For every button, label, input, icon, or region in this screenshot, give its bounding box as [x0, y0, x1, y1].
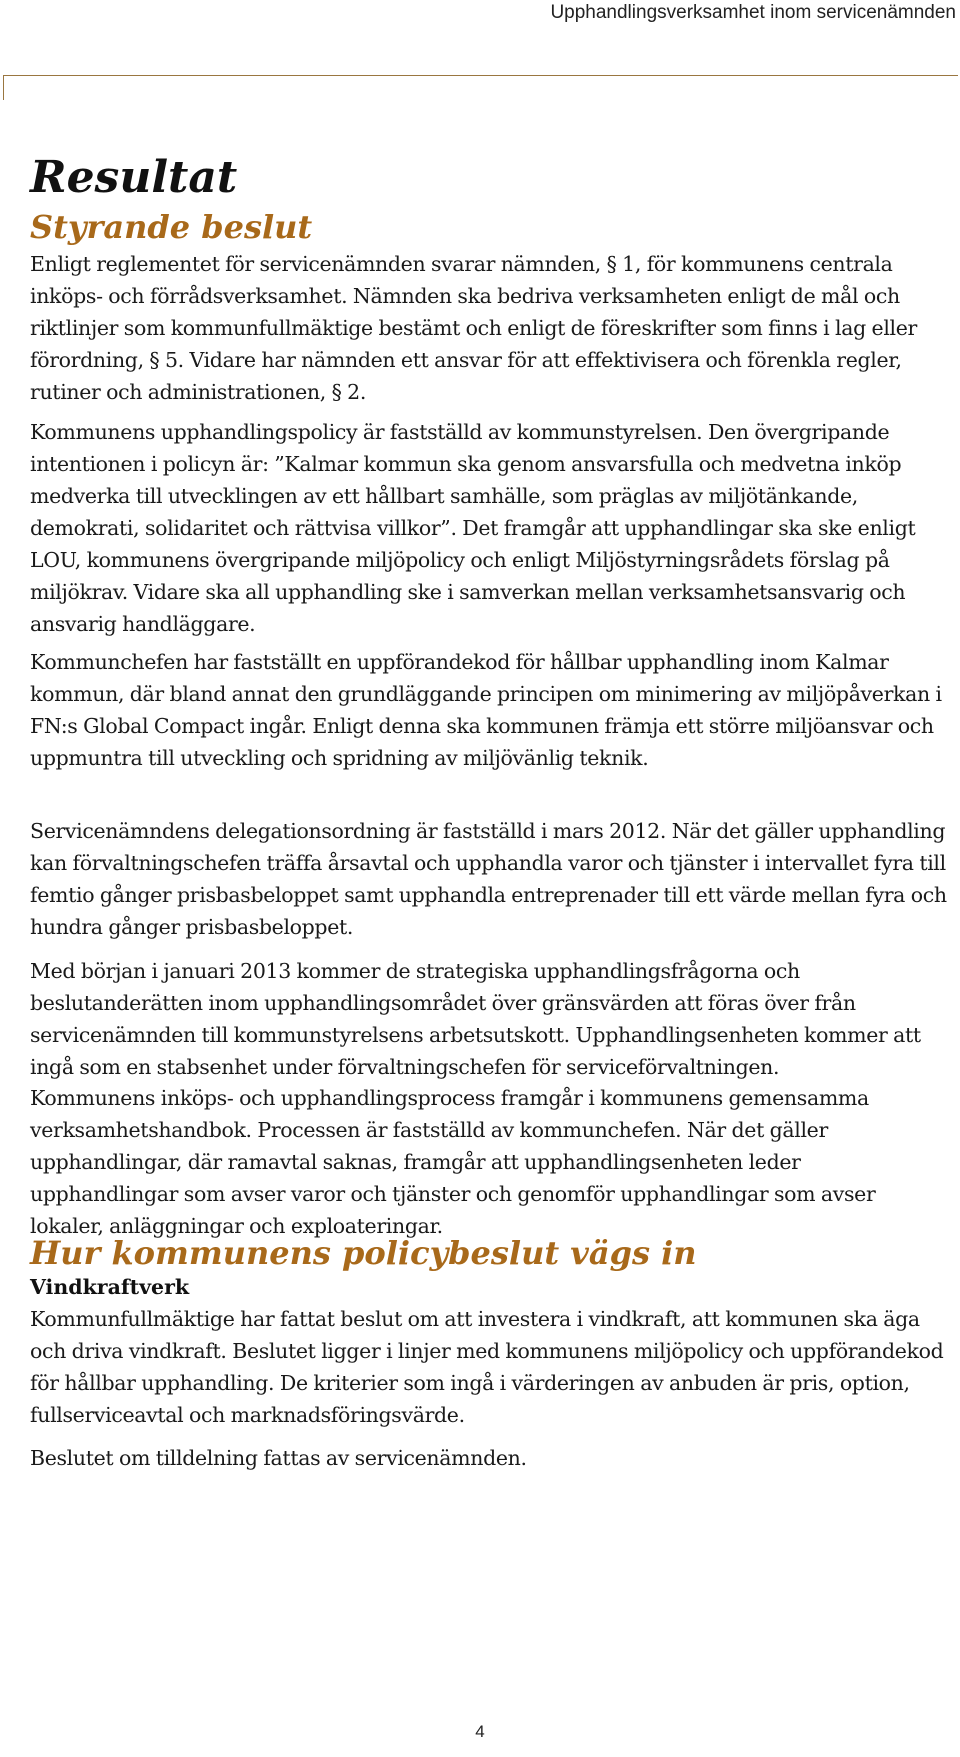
paragraph-januari-2013: Med början i januari 2013 kommer de strategiska upphandlingsfrågorna och beslutanderätten inom upphandlingsområdet över gränsvärden att föras över från servicenämnden till kommunstyrelsens arbetsutskott. Upphandlingsenheten kommer att ingå som en stabsenhet under förvaltningschefen för serviceförvaltningen.	[30, 959, 921, 1079]
paragraph-tilldelning: Beslutet om tilldelning fattas av servicenämnden.	[30, 1446, 527, 1470]
section-heading-styrande-beslut: Styrande beslut	[30, 208, 313, 246]
paragraph-reglemente: Enligt reglementet för servicenämnden svarar nämnden, § 1, för kommunens centrala inköps- och förrådsverksamhet. Nämnden ska bedriva verksamheten enligt de mål och riktlinjer som kommunfullmäktige bestämt och enligt de föreskrifter som finns i lag eller förordning, § 5. Vidare har nämnden ett ansvar för att effektivisera och förenkla regler, rutiner och administrationen, § 2.	[30, 252, 917, 404]
paragraph-upphandlingspolicy: Kommunens upphandlingspolicy är fastställd av kommunstyrelsen. Den övergripande intentionen i policyn är: ”Kalmar kommun ska genom ansvarsfulla och medvetna inköp medverka till utvecklingen av ett hållbart samhälle, som präglas av miljötänkande, demokrati, solidaritet och rättvisa villkor”. Det framgår att upphandlingar ska ske enligt LOU, kommunens övergripande miljöpolicy och enligt Miljöstyrningsrådets förslag på miljökrav. Vidare ska all upphandling ske i samverkan mellan verksamhetsansvarig och ansvarig handläggare.	[30, 420, 916, 636]
header-rule-tick	[3, 75, 4, 100]
header-rule	[3, 75, 958, 76]
running-header: Upphandlingsverksamhet inom servicenämnden	[550, 2, 956, 23]
paragraph-upphandlingsprocess: Kommunens inköps- och upphandlingsprocess framgår i kommunens gemensamma verksamhetshandbok. Processen är fastställd av kommunchefen. När det gäller upphandlingar, där ramavtal saknas, framgår att upphandlingsenheten leder upphandlingar som avser varor och tjänster och genomför upphandlingar som avser lokaler, anläggningar och exploateringar.	[30, 1086, 876, 1238]
subheading-vindkraftverk: Vindkraftverk	[30, 1275, 190, 1299]
page-title: Resultat	[30, 152, 238, 203]
section-heading-policybeslut: Hur kommunens policybeslut vägs in	[30, 1234, 697, 1272]
paragraph-vindkraft: Kommunfullmäktige har fattat beslut om att investera i vindkraft, att kommunen ska äga och driva vindkraft. Beslutet ligger i linjer med kommunens miljöpolicy och uppförandekod för hållbar upphandling. De kriterier som ingå i värderingen av anbuden är pris, option, fullserviceavtal och marknadsföringsvärde.	[30, 1307, 944, 1427]
page-number: 4	[475, 1722, 485, 1741]
paragraph-uppforandekod: Kommunchefen har fastställt en uppförandekod för hållbar upphandling inom Kalmar kommun, där bland annat den grundläggande principen om minimering av miljöpåverkan i FN:s Global Compact ingår. Enligt denna ska kommunen främja ett större miljöansvar och uppmuntra till utveckling och spridning av miljövänlig teknik.	[30, 650, 942, 770]
paragraph-delegationsordning: Servicenämndens delegationsordning är fastställd i mars 2012. När det gäller upphandling kan förvaltningschefen träffa årsavtal och upphandla varor och tjänster i intervallet fyra till femtio gånger prisbasbeloppet samt upphandla entreprenader till ett värde mellan fyra och hundra gånger prisbasbeloppet.	[30, 819, 947, 939]
